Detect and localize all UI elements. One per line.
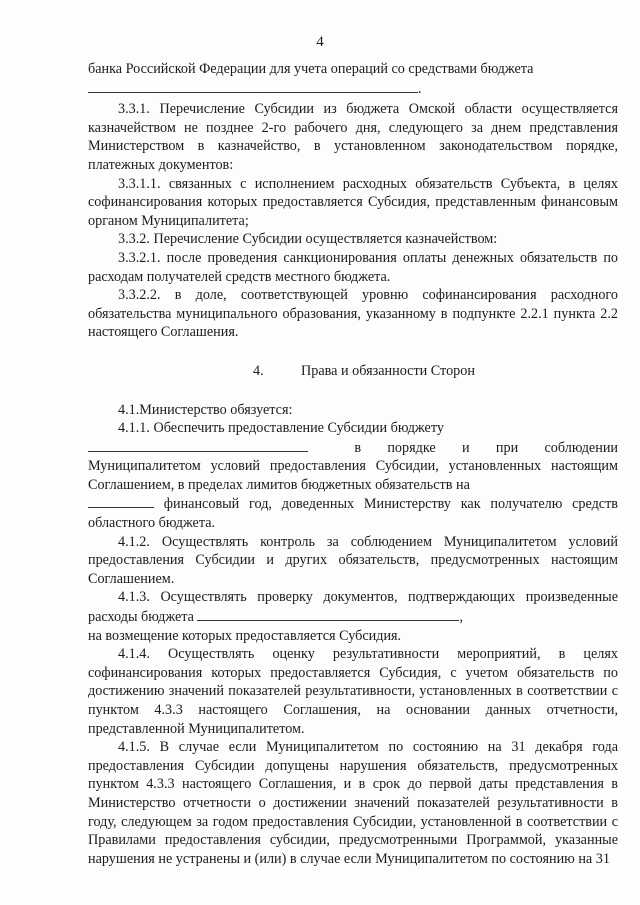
clause-4-1-1 xyxy=(88,419,618,438)
clause-4-1-3-part-b: , xyxy=(459,609,464,626)
clause-4-1-2: 4.1.2. Осуществлять контроль за соблюдением Муниципалитетом условий предоставления Субсидии и других обязательств, предусмотренных настоящим Соглашением. xyxy=(88,533,618,587)
clause-3-3-2: 3.3.2. Перечисление Субсидии осуществляется казначейством: xyxy=(118,231,498,248)
clause-4-1-1-part-c: Муниципалитетом условий предоставления Субсидии, установленных настоящим Соглашением, в пределах лимитов бюджетных обязательств на xyxy=(88,458,618,493)
clause-4-1-1-year-row xyxy=(88,494,618,532)
clause-4-1-5: 4.1.5. В случае если Муниципалитетом по состоянию на 31 декабря года предоставления Субсидии допущены нарушения обязательств, предусмотренных пунктом 4.3.3 настоящего Соглашения, и в срок до первой даты представления в Министерство отчетности о достижении значений показателей результативности в году, следующем за годом предоставления Субсидии, установленной в соответствии с Правилами предоставления субсидии, предусмотренными Программой, указанные нарушения не устранены и (или) в случае если Муниципалитетом по состоянию на 31 xyxy=(88,739,618,867)
section-number: 4. xyxy=(253,362,264,379)
clause-4-1-1-part-d: финансовый год, доведенных Министерству как получателю средств областного бюджета. xyxy=(88,496,618,532)
intro-end: . xyxy=(418,80,422,97)
account-blank xyxy=(88,79,418,93)
clause-3-3-1: 3.3.1. Перечисление Субсидии из бюджета Омской области осуществляется казначейством не позднее 2-го рабочего дня, следующего за днем представления Министерством в казначейство, в установленном законодательством порядке, платежных документов: xyxy=(88,101,618,173)
page-number: 4 xyxy=(316,34,324,50)
clause-3-3-1-1: 3.3.1.1. связанных с исполнением расходных обязательств Субъекта, в целях софинансирования которых предоставляется Субсидия, представленным финансовым органом Муниципалитета; xyxy=(88,175,618,229)
clause-3-3-2-2: 3.3.2.2. в доле, соответствующей уровню софинансирования расходного обязательства муниципального образования, указанному в подпункте 2.2.1 пункта 2.2 настоящего Соглашения. xyxy=(88,287,618,341)
intro-line xyxy=(88,60,618,79)
clause-4-1-3 xyxy=(88,588,618,626)
section-heading xyxy=(88,362,618,381)
clause-4-1-4: 4.1.4. Осуществлять оценку результативности мероприятий, в целях софинансирования которых предоставляется Субсидия, с учетом обязательств по достижению значений показателей результативности, установленных в соответствии с пунктом 4.3.3 настоящего Соглашения, на основании данных отчетности, представленной Муниципалитетом. xyxy=(88,646,618,737)
year-blank xyxy=(88,494,154,508)
section-title: Права и обязанности Сторон xyxy=(301,362,475,379)
intro-blank-line xyxy=(88,79,618,99)
clause-4-1-1-part-b: в порядке и при соблюдении xyxy=(354,439,618,456)
budget-blank xyxy=(197,607,459,621)
clause-3-3-2-1: 3.3.2.1. после проведения санкционирования оплаты денежных обязательств по расходам получателей средств местного бюджета. xyxy=(88,249,618,285)
intro-text: банка Российской Федерации для учета операций со средствами бюджета xyxy=(88,61,534,77)
clause-4-1-1-part-a: 4.1.1. Обеспечить предоставление Субсидии бюджету xyxy=(118,420,444,437)
document-body xyxy=(88,60,618,868)
clause-4-1-3-part-c: на возмещение которых предоставляется Субсидия. xyxy=(88,627,402,644)
clause-4-1-1-blank-row xyxy=(88,438,618,458)
clause-4-1: 4.1.Министерство обязуется: xyxy=(118,401,293,418)
clause-4-1-3-part-a: 4.1.3. Осуществлять проверку документов, подтверждающих произведенные расходы бюджета xyxy=(88,589,618,626)
recipient-blank xyxy=(88,438,308,452)
